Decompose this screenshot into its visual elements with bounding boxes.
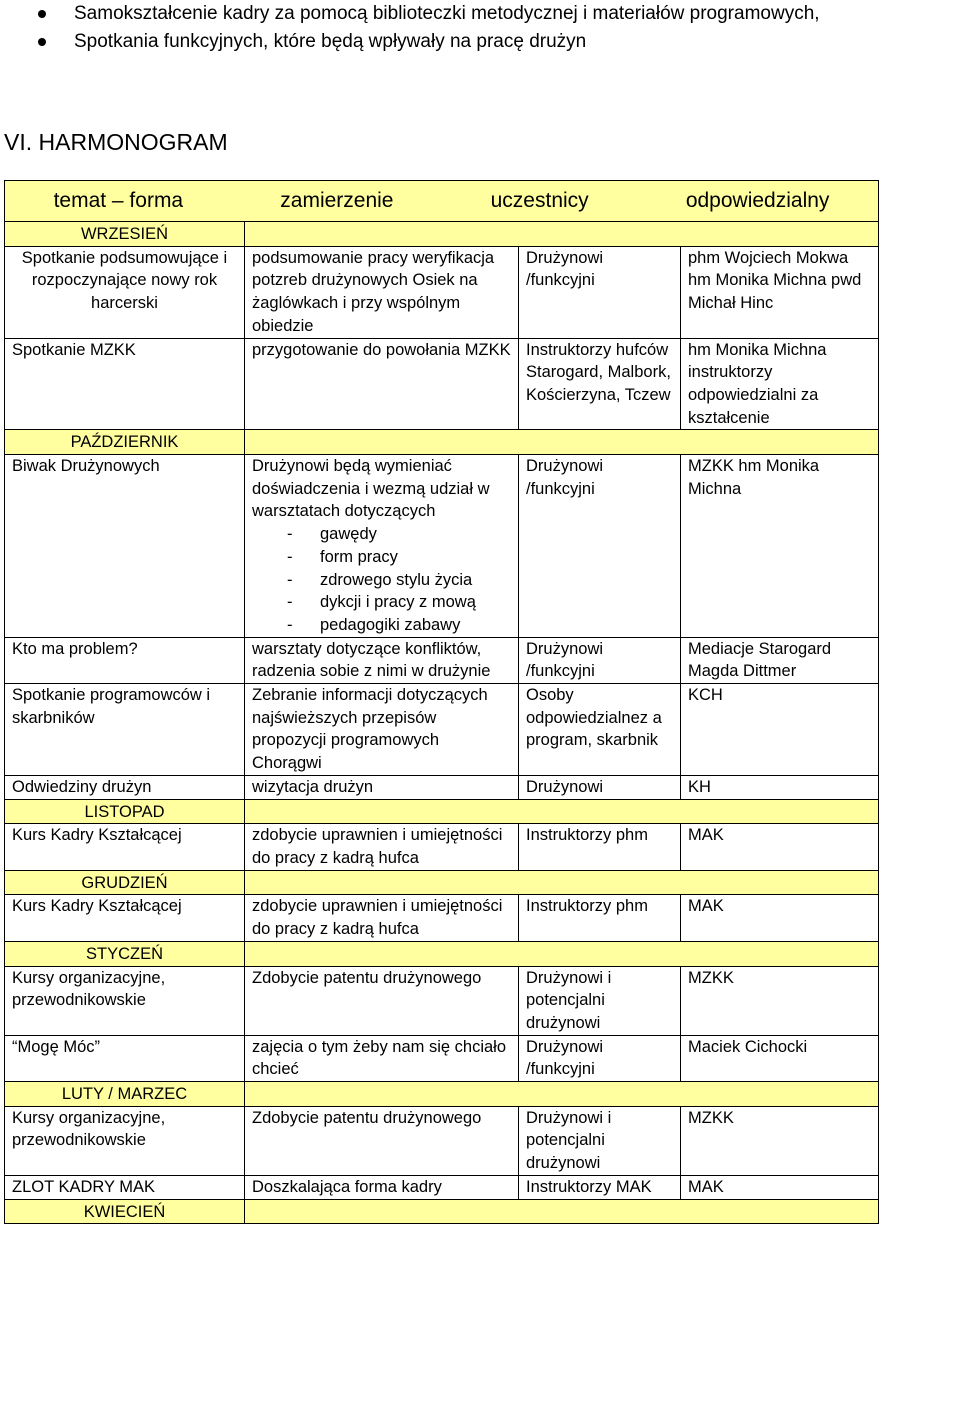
- bullet-text: Spotkania funkcyjnych, które będą wpływały na pracę drużyn: [74, 31, 587, 52]
- month-row: [5, 1082, 879, 1107]
- cell-odpowiedzialny: MAK: [681, 895, 879, 941]
- month-label: PAŹDZIERNIK: [5, 430, 245, 455]
- cell-odpowiedzialny: KH: [681, 775, 879, 799]
- cell-uczestnicy: Drużynowi /funkcyjni: [519, 455, 681, 638]
- workshop-topic-list: [252, 523, 511, 637]
- table-row: [5, 455, 879, 638]
- month-filler: [245, 1199, 879, 1224]
- schedule-table: [4, 180, 879, 1224]
- cell-temat: Kto ma problem?: [5, 637, 245, 683]
- table-row: [5, 246, 879, 338]
- cell-temat: “Mogę Móc”: [5, 1035, 245, 1081]
- section-heading: VI. HARMONOGRAM: [4, 129, 228, 155]
- cell-uczestnicy: Drużynowi /funkcyjni: [519, 246, 681, 338]
- table-row: [5, 966, 879, 1035]
- zamierzenie-intro: Drużynowi będą wymieniać doświadczenia i wezmą udział w warsztatach dotyczących: [252, 457, 490, 521]
- table-row: [5, 684, 879, 776]
- month-filler: [245, 799, 879, 824]
- cell-uczestnicy: Drużynowi /funkcyjni: [519, 637, 681, 683]
- cell-zamierzenie: Zdobycie patentu drużynowego: [245, 1106, 519, 1175]
- cell-zamierzenie: podsumowanie pracy weryfikacja potzreb drużynowych Osiek na żaglówkach i przy wspólnym obiedzie: [245, 246, 519, 338]
- table-row: [5, 338, 879, 430]
- month-row: [5, 222, 879, 247]
- bullet-item: [38, 28, 820, 56]
- list-item: - zdrowego stylu życia: [276, 569, 511, 592]
- cell-zamierzenie: zdobycie uprawnien i umiejętności do pracy z kadrą hufca: [245, 824, 519, 870]
- cell-uczestnicy: Drużynowi: [519, 775, 681, 799]
- month-filler: [245, 1082, 879, 1107]
- cell-zamierzenie: zdobycie uprawnien i umiejętności do pracy z kadrą hufca: [245, 895, 519, 941]
- cell-odpowiedzialny: MZKK: [681, 1106, 879, 1175]
- cell-zamierzenie: zajęcia o tym żeby nam się chciało chcieć: [245, 1035, 519, 1081]
- cell-temat: Biwak Drużynowych: [5, 455, 245, 638]
- table-row: [5, 1035, 879, 1081]
- cell-zamierzenie: Doszkalająca forma kadry: [245, 1175, 519, 1199]
- table-row: [5, 637, 879, 683]
- bullet-text: Samokształcenie kadry za pomocą biblioteczki metodycznej i materiałów programowych,: [74, 3, 820, 24]
- month-filler: [245, 941, 879, 966]
- cell-uczestnicy: Drużynowi /funkcyjni: [519, 1035, 681, 1081]
- header-temat: temat – forma: [53, 188, 184, 212]
- cell-uczestnicy: Instruktorzy hufców Starogard, Malbork, Kościerzyna, Tczew: [519, 338, 681, 430]
- month-label: STYCZEŃ: [5, 941, 245, 966]
- cell-uczestnicy: Instruktorzy phm: [519, 895, 681, 941]
- cell-uczestnicy: Instruktorzy phm: [519, 824, 681, 870]
- cell-zamierzenie: wizytacja drużyn: [245, 775, 519, 799]
- month-label: WRZESIEŃ: [5, 222, 245, 247]
- table-row: [5, 1106, 879, 1175]
- cell-odpowiedzialny: MAK: [681, 824, 879, 870]
- month-row: [5, 1199, 879, 1224]
- bullet-item: [38, 0, 820, 28]
- cell-temat: Spotkanie programowców i skarbników: [5, 684, 245, 776]
- cell-temat: Kursy organizacyjne, przewodnikowskie: [5, 966, 245, 1035]
- cell-uczestnicy: Drużynowi i potencjalni drużynowi: [519, 966, 681, 1035]
- header-uczestnicy: uczestnicy: [490, 188, 589, 212]
- list-item: - pedagogiki zabawy: [276, 614, 511, 637]
- table-row: [5, 775, 879, 799]
- month-row: [5, 870, 879, 895]
- table-header-row: [5, 181, 879, 222]
- table-row: [5, 895, 879, 941]
- cell-uczestnicy: Osoby odpowiedzialnez a program, skarbnik: [519, 684, 681, 776]
- cell-uczestnicy: Instruktorzy MAK: [519, 1175, 681, 1199]
- cell-zamierzenie: przygotowanie do powołania MZKK: [245, 338, 519, 430]
- month-row: [5, 799, 879, 824]
- cell-zamierzenie: Zebranie informacji dotyczących najświeższych przepisów propozycji programowych Chorągwi: [245, 684, 519, 776]
- month-label: KWIECIEŃ: [5, 1199, 245, 1224]
- bullet-dot-icon: [38, 10, 46, 18]
- cell-odpowiedzialny: hm Monika Michna instruktorzy odpowiedzialni za kształcenie: [681, 338, 879, 430]
- table-header: [5, 181, 879, 222]
- cell-temat: ZLOT KADRY MAK: [5, 1175, 245, 1199]
- cell-temat: Odwiedziny drużyn: [5, 775, 245, 799]
- cell-odpowiedzialny: MAK: [681, 1175, 879, 1199]
- month-filler: [245, 222, 879, 247]
- month-row: [5, 941, 879, 966]
- bullet-dot-icon: [38, 38, 46, 46]
- month-label: LUTY / MARZEC: [5, 1082, 245, 1107]
- cell-temat: Kursy organizacyjne, przewodnikowskie: [5, 1106, 245, 1175]
- month-label: LISTOPAD: [5, 799, 245, 824]
- list-item: - gawędy: [276, 523, 511, 546]
- month-label: GRUDZIEŃ: [5, 870, 245, 895]
- cell-odpowiedzialny: MZKK hm Monika Michna: [681, 455, 879, 638]
- cell-temat: Spotkanie podsumowujące i rozpoczynające nowy rok harcerski: [5, 246, 245, 338]
- cell-zamierzenie: warsztaty dotyczące konfliktów, radzenia sobie z nimi w drużynie: [245, 637, 519, 683]
- intro-bullet-list: [38, 0, 820, 56]
- header-odpowiedzialny: odpowiedzialny: [685, 188, 830, 212]
- cell-odpowiedzialny: Maciek Cichocki: [681, 1035, 879, 1081]
- list-item: - form pracy: [276, 546, 511, 569]
- cell-odpowiedzialny: KCH: [681, 684, 879, 776]
- cell-temat: Kurs Kadry Kształcącej: [5, 895, 245, 941]
- cell-temat: Kurs Kadry Kształcącej: [5, 824, 245, 870]
- cell-odpowiedzialny: MZKK: [681, 966, 879, 1035]
- cell-uczestnicy: Drużynowi i potencjalni drużynowi: [519, 1106, 681, 1175]
- list-item: - dykcji i pracy z mową: [276, 591, 511, 614]
- header-zamierzenie: zamierzenie: [280, 188, 394, 212]
- cell-temat: Spotkanie MZKK: [5, 338, 245, 430]
- month-filler: [245, 870, 879, 895]
- month-row: [5, 430, 879, 455]
- cell-zamierzenie: [245, 455, 519, 638]
- cell-zamierzenie: Zdobycie patentu drużynowego: [245, 966, 519, 1035]
- cell-odpowiedzialny: Mediacje Starogard Magda Dittmer: [681, 637, 879, 683]
- table-row: [5, 1175, 879, 1199]
- table-row: [5, 824, 879, 870]
- month-filler: [245, 430, 879, 455]
- cell-odpowiedzialny: phm Wojciech Mokwa hm Monika Michna pwd Michał Hinc: [681, 246, 879, 338]
